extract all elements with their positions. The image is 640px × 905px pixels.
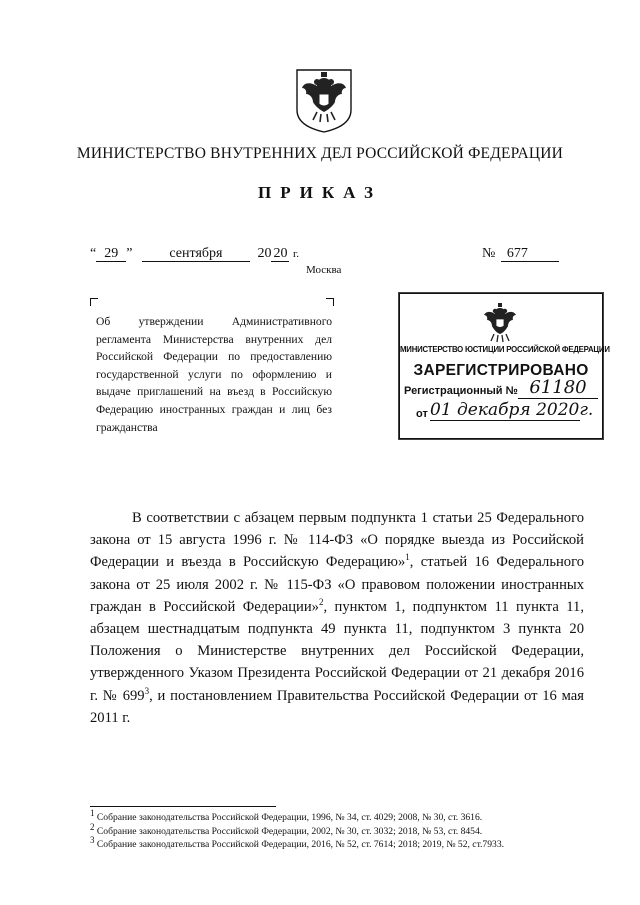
date-year-suffix: 20 bbox=[273, 246, 288, 261]
stamp-ministry: МИНИСТЕРСТВО ЮСТИЦИИ РОССИЙСКОЙ ФЕДЕРАЦИИ bbox=[400, 345, 610, 354]
footnote-mark: 3 bbox=[90, 835, 95, 845]
stamp-date-value: 01 декабря 2020г. bbox=[430, 400, 594, 420]
stamp-registration-number: 61180 bbox=[518, 378, 598, 399]
footnote-ref-2: 2 bbox=[318, 596, 324, 607]
footnote-divider bbox=[90, 806, 276, 807]
order-subject: Об утверждении Административного регламента Министерства внутренних дел Российской Федерации по предоставлению государственной услуги по оформлению и выдаче приглашений на въезд в Российскую Федерацию иностранных граждан и лиц без гражданства bbox=[96, 315, 332, 434]
subject-corner-left bbox=[90, 298, 98, 306]
date-year-unit: г. bbox=[292, 248, 299, 260]
quote-close: ” bbox=[126, 246, 133, 261]
date-day: 29 bbox=[96, 246, 126, 262]
footnote-mark: 2 bbox=[90, 821, 95, 832]
footnote-ref-3: 3 bbox=[144, 685, 150, 696]
number-label: № bbox=[482, 246, 496, 261]
preamble-part-3: , пунктом 1, подпунктом 11 пункта 11, абзацем шестнадцатым подпункта 49 пункта 11, подпунктом 3 пункта 20 Положения о Министерстве внутренних дел Российской Федерации, утвержденного Указом Президента Российской Федерации от 21 декабря 2016 г. № 699 bbox=[90, 598, 584, 704]
preamble-part-2: , статьей 16 Федерального закона от 25 июля 2002 г. № 115-ФЗ «О правовом положении иностранных граждан в Российской Федерации» bbox=[90, 554, 585, 615]
footnote-text: Собрание законодательства Российской Федерации, 1996, № 34, ст. 4029; 2008, № 30, ст. 3616. bbox=[94, 812, 483, 823]
order-preamble bbox=[90, 507, 584, 729]
stamp-registration-label: Регистрационный № bbox=[404, 385, 518, 397]
footnote-ref-1: 1 bbox=[405, 552, 410, 563]
footnote-item bbox=[90, 835, 590, 852]
stamp-date-label: от bbox=[416, 408, 428, 420]
order-number bbox=[482, 246, 559, 262]
date-year-prefix: 20 bbox=[257, 246, 272, 261]
subject-corner-right bbox=[326, 298, 334, 306]
order-date bbox=[90, 246, 299, 262]
preamble-part-4: , и постановлением Правительства Российской Федерации от 16 мая 2011 г. bbox=[90, 687, 584, 726]
date-month: сентября bbox=[142, 246, 250, 262]
stamp-emblem bbox=[480, 302, 520, 344]
document-type-heading: ПРИКАЗ bbox=[258, 183, 382, 202]
footnote-item bbox=[90, 821, 590, 839]
number-value: 677 bbox=[501, 246, 559, 262]
footnote-item bbox=[90, 807, 590, 825]
stamp-registered-label: ЗАРЕГИСТРИРОВАНО bbox=[413, 362, 589, 379]
ministry-title: МИНИСТЕРСТВО ВНУТРЕННИХ ДЕЛ РОССИЙСКОЙ ФЕДЕРАЦИИ bbox=[76, 145, 564, 162]
footnote-text: Собрание законодательства Российской Федерации, 2002, № 30, ст. 3032; 2018, № 53, ст. 8454. bbox=[94, 825, 483, 837]
coat-of-arms-emblem bbox=[293, 64, 355, 134]
footnote-mark: 1 bbox=[90, 807, 95, 818]
city-name: Москва bbox=[306, 264, 342, 276]
footnote-text: Собрание законодательства Российской Федерации, 2016, № 52, ст. 7614; 2018; 2019, № 52, ст.7933. bbox=[94, 839, 505, 851]
preamble-part-1: В соответствии с абзацем первым подпункта 1 статьи 25 Федерального закона от 15 августа 1996 г. № 114-ФЗ «О порядке выезда из Российской Федерации и въезда в Российскую Федерацию» bbox=[90, 510, 584, 571]
quote-open: “ bbox=[90, 246, 97, 261]
preamble-paragraph bbox=[90, 507, 584, 729]
registration-stamp bbox=[399, 293, 610, 439]
footnotes bbox=[90, 807, 590, 852]
